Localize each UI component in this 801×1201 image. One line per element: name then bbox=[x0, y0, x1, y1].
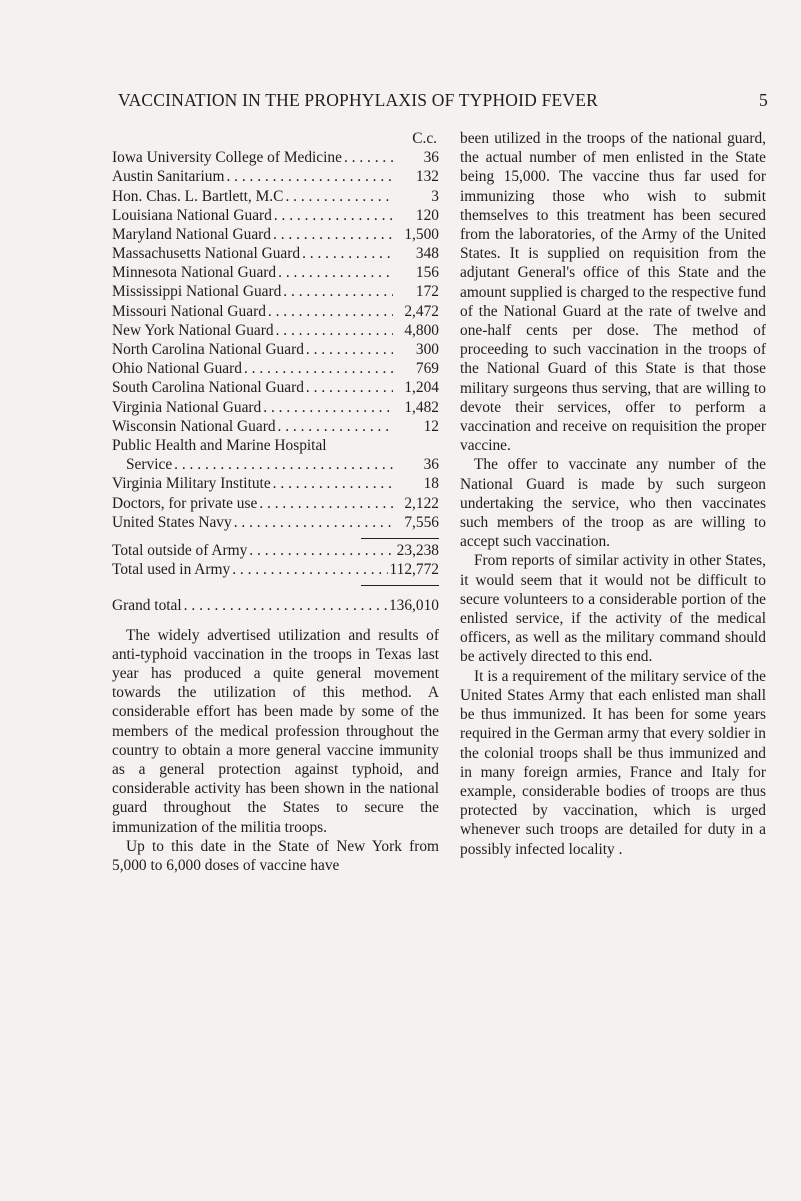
table-row bbox=[112, 455, 439, 474]
table-row-name: Public Health and Marine Hospital bbox=[112, 436, 327, 454]
right-column bbox=[460, 129, 766, 859]
dot-leader bbox=[184, 596, 387, 615]
table-row-name: Minnesota National Guard bbox=[112, 264, 277, 282]
table-row bbox=[112, 378, 439, 397]
table-row bbox=[112, 206, 439, 225]
table-row-value: 7,556 bbox=[404, 513, 439, 531]
table-row bbox=[112, 263, 439, 282]
table-row-name: Mississippi National Guard bbox=[112, 283, 282, 301]
dot-leader bbox=[278, 263, 393, 282]
total-army-row bbox=[112, 560, 439, 579]
vaccine-table bbox=[112, 148, 439, 436]
table-row-name: Doctors, for private use bbox=[112, 494, 258, 512]
table-row-value: 769 bbox=[415, 360, 439, 378]
dot-leader bbox=[306, 340, 393, 359]
table-row bbox=[112, 474, 439, 493]
body-paragraph: It is a requirement of the military service of the United States Army that each enlisted man shall be thus immunized. It has been for some years required in the German army that every soldier in the colonial troops shall be thus immunized and in many foreign armies, France and Italy for example, considerable bodies of troops are thus protected by vaccination, which is urged whenever such troops are detailed for duty in a possibly infected locality . bbox=[460, 667, 766, 858]
table-row bbox=[112, 321, 439, 340]
total-army-value: 112,772 bbox=[389, 561, 439, 579]
table-row-name: Austin Sanitarium bbox=[112, 168, 225, 186]
grand-total-label: Grand total bbox=[112, 597, 182, 615]
table-row-name: Iowa University College of Medicine bbox=[112, 149, 342, 167]
table-row-name: United States Navy bbox=[112, 513, 232, 531]
dot-leader bbox=[263, 398, 393, 417]
table-row-value: 172 bbox=[415, 283, 439, 301]
total-outside-value: 23,238 bbox=[396, 541, 439, 559]
table-row-name: Louisiana National Guard bbox=[112, 206, 272, 224]
table-row-value: 36 bbox=[423, 456, 439, 474]
table-row-name: Massachusetts National Guard bbox=[112, 245, 301, 263]
body-paragraph: The widely advertised utilization and results of anti-typhoid vaccination in the troops in Texas last year has produced a quite general movement towards the utilization of this method. A considerable effort has been made by some of the members of the medical profession throughout the country to obtain a more general vaccine immunity as a general protection against typhoid, and considerable activity has been shown in the national guard throughout the States to secure the immunization of the militia troops. bbox=[112, 626, 439, 836]
dot-leader bbox=[344, 148, 393, 167]
table-row-name: Service bbox=[126, 456, 173, 474]
table-row-value: 156 bbox=[415, 264, 439, 282]
table-row bbox=[112, 359, 439, 378]
dot-leader bbox=[226, 167, 393, 186]
table-row-value: 18 bbox=[423, 475, 439, 493]
dot-leader bbox=[249, 541, 393, 560]
table-row bbox=[112, 398, 439, 417]
table-row-name: Virginia National Guard bbox=[112, 398, 262, 416]
table-row bbox=[112, 148, 439, 167]
table-row-value: 300 bbox=[415, 341, 439, 359]
table-row-value: 4,800 bbox=[404, 321, 439, 339]
table-row bbox=[112, 340, 439, 359]
table-row bbox=[112, 167, 439, 186]
dot-leader bbox=[174, 455, 393, 474]
vaccine-table-continued bbox=[112, 474, 439, 532]
table-row bbox=[112, 436, 439, 455]
table-row-value: 12 bbox=[423, 417, 439, 435]
total-outside-row bbox=[112, 541, 439, 560]
table-row-value: 1,500 bbox=[404, 225, 439, 243]
dot-leader bbox=[274, 206, 393, 225]
sum-rule bbox=[361, 538, 439, 539]
table-row bbox=[112, 302, 439, 321]
page-header-title: VACCINATION IN THE PROPHYLAXIS OF TYPHOID FEVER bbox=[118, 90, 598, 110]
table-row-value: 132 bbox=[415, 168, 439, 186]
table-row-name: Ohio National Guard bbox=[112, 360, 242, 378]
sum-rule bbox=[361, 585, 439, 586]
table-row-value: 1,482 bbox=[404, 398, 439, 416]
table-row-name: Maryland National Guard bbox=[112, 225, 271, 243]
dot-leader bbox=[273, 225, 393, 244]
table-row-name: Hon. Chas. L. Bartlett, M.C bbox=[112, 187, 284, 205]
body-paragraph: From reports of similar activity in other States, it would seem that it would not be difficult to secure volunteers to a considerable portion of the enlisted service, if the activity of the medical officers, as well as the military command should be actively directed to this end. bbox=[460, 552, 766, 666]
dot-leader bbox=[232, 560, 387, 579]
table-row-value: 36 bbox=[423, 149, 439, 167]
table-row bbox=[112, 494, 439, 513]
dot-leader bbox=[259, 494, 393, 513]
dot-leader bbox=[302, 244, 393, 263]
dot-leader bbox=[234, 513, 393, 532]
table-row-value: 2,472 bbox=[404, 302, 439, 320]
table-row-name: Wisconsin National Guard bbox=[112, 417, 276, 435]
dot-leader bbox=[273, 474, 393, 493]
dot-leader bbox=[276, 321, 393, 340]
body-paragraph: been utilized in the troops of the national guard, the actual number of men enlisted in the State being 15,000. The vaccine thus far used for immunizing those who wish to submit themselves to this treatment has been secured from the laboratories, of the Army of the United States. It is supplied on requisition from the adjutant General's office of this State and the amount supplied is charged to the respective fund of the National Guard at the rate of twelve and one-half cents per dose. The method of proceeding to such vaccination in the troops of the National Guard of this State is that those military surgeons thus serving, that are willing to devote their services, offer to perform a vaccination and receive on requisition the proper vaccine. bbox=[460, 130, 766, 455]
grand-total-row bbox=[112, 596, 439, 615]
page-number: 5 bbox=[759, 90, 768, 110]
table-row-value: 120 bbox=[415, 206, 439, 224]
table-row-name: New York National Guard bbox=[112, 321, 274, 339]
dot-leader bbox=[283, 283, 393, 302]
left-column bbox=[112, 129, 439, 875]
table-row-value: 348 bbox=[415, 245, 439, 263]
table-row bbox=[112, 187, 439, 206]
table-unit-header: C.c. bbox=[412, 130, 437, 147]
total-army-label: Total used in Army bbox=[112, 561, 231, 579]
table-row bbox=[112, 513, 439, 532]
grand-total-value: 136,010 bbox=[388, 597, 439, 615]
body-paragraph: Up to this date in the State of New York from 5,000 to 6,000 doses of vaccine have bbox=[112, 837, 439, 874]
table-row bbox=[112, 244, 439, 263]
total-outside-label: Total outside of Army bbox=[112, 541, 248, 559]
table-row-value: 1,204 bbox=[404, 379, 439, 397]
body-paragraph: The offer to vaccinate any number of the National Guard is made by such surgeon undertaking the service, who then vaccinates such members of the troop as are willing to accept such vaccination. bbox=[460, 456, 766, 551]
table-row bbox=[112, 283, 439, 302]
dot-leader bbox=[285, 187, 393, 206]
dot-leader bbox=[306, 378, 393, 397]
table-row-value: 3 bbox=[431, 187, 439, 205]
table-row-name: North Carolina National Guard bbox=[112, 341, 304, 359]
table-row-name: South Carolina National Guard bbox=[112, 379, 304, 397]
dot-leader bbox=[278, 417, 393, 436]
dot-leader bbox=[268, 302, 393, 321]
table-row-name: Virginia Military Institute bbox=[112, 475, 271, 493]
table-row-name: Missouri National Guard bbox=[112, 302, 266, 320]
table-row-value: 2,122 bbox=[404, 494, 439, 512]
dot-leader bbox=[244, 359, 393, 378]
table-row bbox=[112, 417, 439, 436]
table-row bbox=[112, 225, 439, 244]
